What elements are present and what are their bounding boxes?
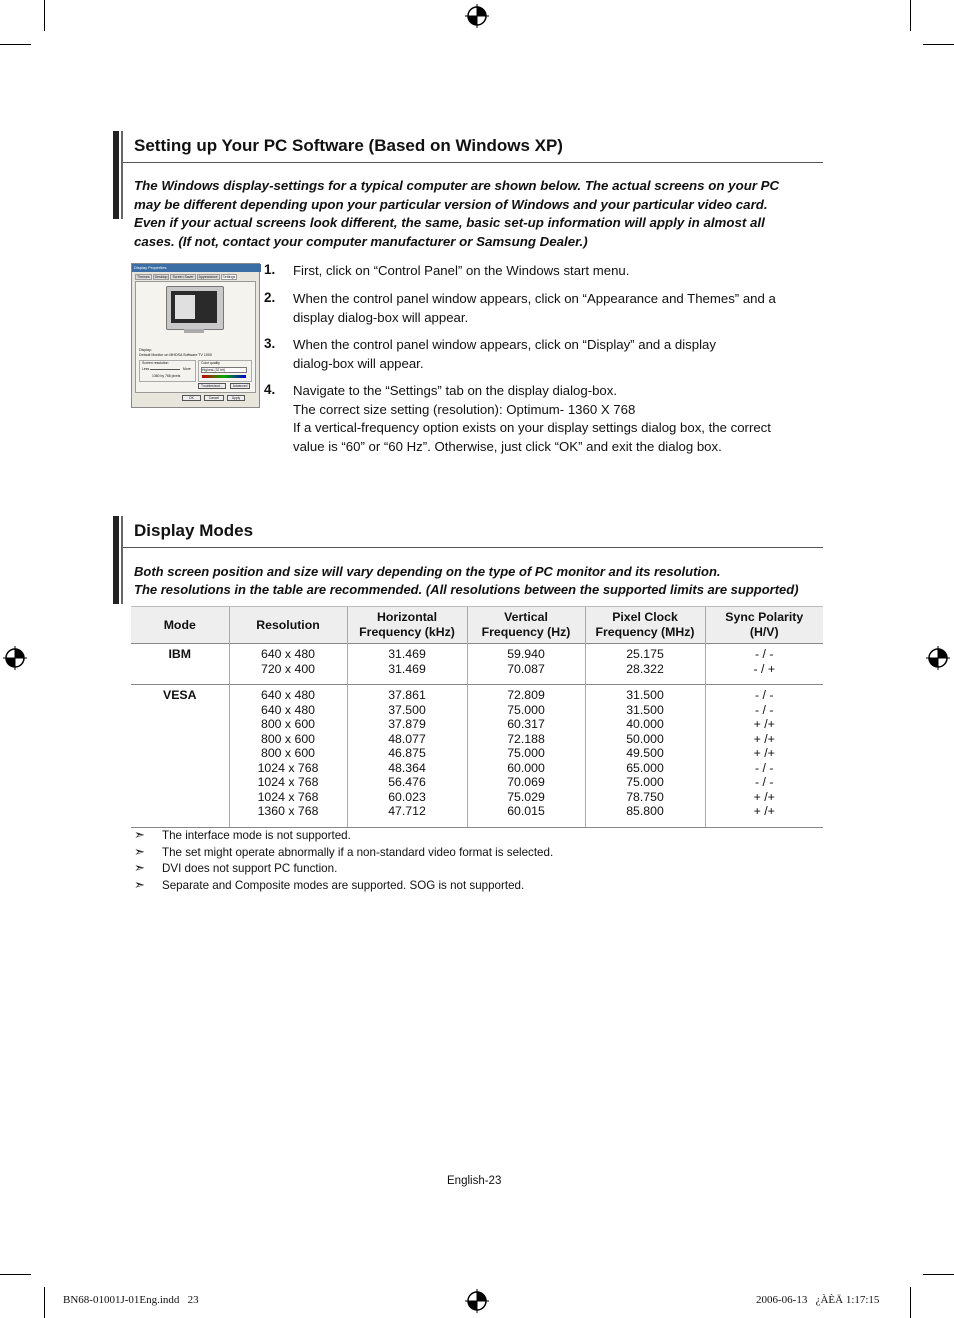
step-line: When the control panel window appears, click on “Appearance and Themes” and a xyxy=(293,291,776,306)
step-line: First, click on “Control Panel” on the Windows start menu. xyxy=(293,263,630,278)
column-header xyxy=(585,607,705,644)
thumb-slider xyxy=(150,369,180,370)
thumb-button: OK xyxy=(182,395,201,401)
thumb-dialog-buttons xyxy=(182,396,245,400)
thumb-resolution-group xyxy=(139,360,196,382)
cell-value: 800 x 600 xyxy=(260,746,315,760)
column-header xyxy=(229,607,347,644)
thumb-quality-group xyxy=(198,360,252,382)
crop-mark xyxy=(923,1274,954,1275)
mode-cell xyxy=(131,685,229,828)
cell-value: 48.077 xyxy=(388,731,426,746)
step-number: 4. xyxy=(264,382,276,397)
file-slug: BN68-01001J-01Eng.indd 23 xyxy=(63,1294,199,1306)
step-text xyxy=(293,382,813,456)
cell-value: 28.322 xyxy=(626,661,664,676)
intro-line: cases. (If not, contact your computer manufacturer or Samsung Dealer.) xyxy=(134,234,588,250)
header-line: Pixel Clock xyxy=(612,610,678,624)
cell-value: 60.317 xyxy=(507,717,545,731)
cell-value: 60.015 xyxy=(507,804,545,818)
cell-value: 75.000 xyxy=(507,702,545,717)
section-marker xyxy=(113,131,119,219)
pixel-clock-cell xyxy=(585,644,705,685)
column-header xyxy=(131,607,229,644)
cell-value: + /+ xyxy=(753,804,775,818)
thumb-tab: Themes xyxy=(137,275,150,279)
cell-value: 1024 x 768 xyxy=(257,760,319,775)
cell-value: 65.000 xyxy=(626,760,664,775)
cell-value: + /+ xyxy=(753,789,775,804)
cell-value: 70.069 xyxy=(507,775,545,789)
header-line: Frequency (MHz) xyxy=(595,625,695,639)
registration-mark-icon xyxy=(3,646,27,670)
cell-value: - / - xyxy=(755,775,774,789)
step-number: 1. xyxy=(264,262,276,277)
section-intro xyxy=(134,177,824,252)
header-line: (H/V) xyxy=(749,625,779,639)
thumb-color-bar xyxy=(202,375,246,378)
table-row xyxy=(131,644,823,685)
crop-mark xyxy=(0,44,31,45)
intro-line: may be different depending upon your particular version of Windows and your particular video card. xyxy=(134,196,768,212)
display-modes-table xyxy=(131,606,823,828)
thumb-monitor-icon xyxy=(166,286,224,330)
cell-value: 59.940 xyxy=(507,647,545,661)
table-row xyxy=(131,685,823,828)
section-rule xyxy=(123,547,823,548)
cell-value: 31.469 xyxy=(388,661,426,676)
step-number: 2. xyxy=(264,290,276,305)
cell-value: 640 x 480 xyxy=(260,688,315,702)
column-header xyxy=(705,607,823,644)
cell-value: + /+ xyxy=(753,731,775,746)
step-line: display dialog-box will appear. xyxy=(293,309,469,325)
cell-value: 60.000 xyxy=(507,760,545,775)
thumb-text: More xyxy=(183,367,191,371)
sync-cell xyxy=(705,685,823,828)
section-title: Display Modes xyxy=(134,521,254,540)
crop-mark xyxy=(44,0,45,31)
crop-mark xyxy=(44,1287,45,1318)
cell-value: 47.712 xyxy=(388,804,426,818)
cell-value: 1024 x 768 xyxy=(257,789,319,804)
display-properties-screenshot xyxy=(131,263,260,408)
crop-mark xyxy=(910,0,911,31)
note-text: DVI does not support PC function. xyxy=(162,862,338,876)
cell-value: 720 x 400 xyxy=(260,661,315,676)
date-slug: 2006-06-13 ¿ÀÈÄ 1:17:15 xyxy=(756,1294,880,1306)
section-title: Setting up Your PC Software (Based on Windows XP) xyxy=(134,136,563,155)
thumb-tab: Settings xyxy=(222,275,236,279)
sync-cell xyxy=(705,644,823,685)
cell-value: 37.879 xyxy=(388,717,426,731)
cell-value: 49.500 xyxy=(626,746,664,760)
step-text xyxy=(293,290,813,327)
thumb-text: Less xyxy=(142,367,150,371)
cell-value: - / - xyxy=(755,647,774,661)
cell-value: - / - xyxy=(755,702,774,717)
column-header xyxy=(347,607,467,644)
cell-value: 78.750 xyxy=(626,789,664,804)
cell-value: 31.469 xyxy=(388,647,426,661)
thumb-button: Cancel xyxy=(204,395,224,401)
header-line: Sync Polarity xyxy=(725,610,804,624)
arrow-icon: ➣ xyxy=(134,877,145,893)
v-freq-cell xyxy=(467,685,585,828)
step-line: dialog-box will appear. xyxy=(293,355,424,371)
pixel-clock-cell xyxy=(585,685,705,828)
cell-value: - / + xyxy=(753,661,776,676)
intro-line: The resolutions in the table are recommended. (All resolutions between the supported limits are supported) xyxy=(134,582,799,597)
cell-value: 37.500 xyxy=(388,702,426,717)
thumb-tab: Desktop xyxy=(154,275,168,279)
h-freq-cell xyxy=(347,644,467,685)
cell-value: 640 x 480 xyxy=(260,647,315,661)
thumb-tab: Appearance xyxy=(198,275,218,279)
note-text: The set might operate abnormally if a non-standard video format is selected. xyxy=(162,845,554,859)
step-line: value is “60” or “60 Hz”. Otherwise, just click “OK” and exit the dialog box. xyxy=(293,438,722,454)
cell-value: 640 x 480 xyxy=(260,702,315,717)
header-line: Resolution xyxy=(256,617,320,632)
mode-name: IBM xyxy=(168,647,192,661)
cell-value: 800 x 600 xyxy=(260,731,315,746)
thumb-display-label xyxy=(139,348,212,357)
thumb-text: 1360 by 768 pixels xyxy=(152,374,181,378)
table-header-row xyxy=(131,607,823,644)
cell-value: 75.029 xyxy=(507,789,545,804)
section-marker xyxy=(121,516,123,604)
cell-value: 60.023 xyxy=(388,789,426,804)
step-line: When the control panel window appears, click on “Display” and a display xyxy=(293,337,716,352)
cell-value: 40.000 xyxy=(626,717,664,731)
page-number: English-23 xyxy=(447,1175,502,1187)
registration-mark-icon xyxy=(465,1289,489,1313)
thumb-text: Display: xyxy=(139,348,152,352)
cell-value: 1024 x 768 xyxy=(257,775,319,789)
registration-mark-icon xyxy=(926,646,950,670)
cell-value: 50.000 xyxy=(626,731,664,746)
cell-value: 800 x 600 xyxy=(260,717,315,731)
step-number: 3. xyxy=(264,336,276,351)
intro-line: The Windows display-settings for a typical computer are shown below. The actual screens on your PC xyxy=(134,178,780,193)
resolution-cell xyxy=(229,685,347,828)
step-line: Navigate to the “Settings” tab on the display dialog-box. xyxy=(293,383,618,398)
cell-value: 72.809 xyxy=(507,688,545,702)
crop-mark xyxy=(923,44,954,45)
cell-value: - / - xyxy=(755,760,774,775)
section-intro xyxy=(134,563,834,599)
thumb-tabs xyxy=(135,275,237,279)
registration-mark-icon xyxy=(465,4,489,28)
cell-value: 72.188 xyxy=(507,731,545,746)
step-text xyxy=(293,336,813,373)
arrow-icon: ➣ xyxy=(134,827,145,842)
header-line: Vertical xyxy=(504,610,548,624)
section-rule xyxy=(123,162,823,163)
mode-cell xyxy=(131,644,229,685)
cell-value: 37.861 xyxy=(388,688,426,702)
header-line: Frequency (Hz) xyxy=(481,625,571,639)
cell-value: 70.087 xyxy=(507,661,545,676)
cell-value: 56.476 xyxy=(388,775,426,789)
column-header xyxy=(467,607,585,644)
thumb-button: Apply xyxy=(227,395,245,401)
cell-value: + /+ xyxy=(753,746,775,760)
section-marker xyxy=(113,516,119,604)
resolution-cell xyxy=(229,644,347,685)
section-marker xyxy=(121,131,123,219)
arrow-icon: ➣ xyxy=(134,843,145,859)
header-line: Mode xyxy=(163,617,196,632)
crop-mark xyxy=(0,1274,31,1275)
thumb-title-bar: Display Properties xyxy=(132,264,261,272)
cell-value: - / - xyxy=(755,688,774,702)
thumb-monitor-stand xyxy=(184,329,204,333)
step-line: If a vertical-frequency option exists on your display settings dialog box, the correct xyxy=(293,420,771,435)
thumb-button: Troubleshoot... xyxy=(198,383,226,389)
cell-value: 31.500 xyxy=(626,702,664,717)
cell-value: 48.364 xyxy=(388,760,426,775)
cell-value: 1360 x 768 xyxy=(257,804,319,818)
h-freq-cell xyxy=(347,685,467,828)
thumb-text: Highest (32 bit) xyxy=(201,367,247,373)
step-line: The correct size setting (resolution): Optimum- 1360 X 768 xyxy=(293,401,636,417)
cell-value: 75.000 xyxy=(507,746,545,760)
intro-line: Both screen position and size will vary depending on the type of PC monitor and its resolution. xyxy=(134,564,721,579)
cell-value: 25.175 xyxy=(626,647,664,661)
thumb-tab: Screen Saver xyxy=(172,275,194,279)
thumb-button: Advanced xyxy=(230,383,251,389)
step-text xyxy=(293,262,813,281)
thumb-text: Screen resolution xyxy=(142,361,169,365)
note-text: The interface mode is not supported. xyxy=(162,829,351,842)
thumb-text: Color quality xyxy=(201,361,220,365)
cell-value: 85.800 xyxy=(626,804,664,818)
cell-value: + /+ xyxy=(753,717,775,731)
cell-value: 75.000 xyxy=(626,775,664,789)
thumb-text: Default Monitor on MHDSA Software TV 1000 xyxy=(139,352,212,357)
intro-line: Even if your actual screens look different, the same, basic set-up information will apply in almost all xyxy=(134,215,765,231)
thumb-buttons xyxy=(198,384,250,388)
cell-value: 46.875 xyxy=(388,746,426,760)
mode-name: VESA xyxy=(163,688,197,702)
v-freq-cell xyxy=(467,644,585,685)
crop-mark xyxy=(910,1287,911,1318)
arrow-icon: ➣ xyxy=(134,860,145,876)
cell-value: 31.500 xyxy=(626,688,664,702)
header-line: Frequency (kHz) xyxy=(359,625,455,639)
note-text: Separate and Composite modes are supported. SOG is not supported. xyxy=(162,879,525,893)
header-line: Horizontal xyxy=(376,610,438,624)
